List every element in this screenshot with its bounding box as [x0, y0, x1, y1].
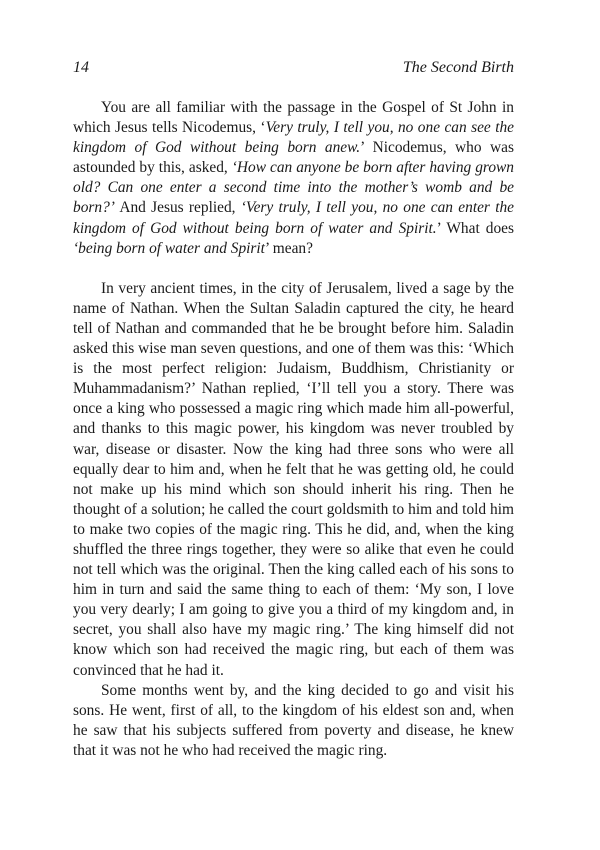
- text-run: ’ What does: [436, 219, 514, 237]
- scripture-quote: ‘Very truly, I tell you, no one can enter the kingdom of God without being born of water and Spirit.: [73, 199, 514, 237]
- text-run: And Jesus replied,: [114, 199, 241, 217]
- paragraph-king-visit: [73, 681, 514, 761]
- text-run: In very ancient times, in the city of Jerusalem, lived a sage by the name of Nathan. When the Sultan Saladin captured the city, he heard tell of Nathan and commanded that he be brought before him. Saladin asked this wise man seven questions, and one of them was this: ‘Which is the most perfect religion: Judaism, Buddhism, Christianity or Muhammadanism?’ Nathan replied, ‘I’ll tell you a story. There was once a king who possessed a magic ring which made him all-powerful, and thanks to this magic power, his kingdom was never troubled by war, disease or disaster. Now the king had three sons who were all equally dear to him and, when he felt that he was getting old, he could not make up his mind which son should inherit his ring. Then he thought of a solution; he called the court goldsmith to him and told him to make two copies of the magic ring. This he did, and, when the king shuffled the three rings together, they were so alike that even he could not tell which was the original. Then the king called each of his sons to him in turn and said the same thing to each of them: ‘My son, I love you very dearly; I am going to give you a third of my kingdom and, in secret, you shall also have my magic ring.’ The king himself did not know which son had received the magic ring, but each of them was convinced that he had it.: [73, 279, 514, 679]
- text-run: You are all familiar with the passage in the Gospel of St John in which Jesus tells Nicodemus, ‘: [73, 99, 514, 137]
- scripture-quote: ‘How can anyone be born after having grown old? Can one enter a second time into the mother’s womb and be born?’: [73, 159, 514, 217]
- body-text: [73, 98, 514, 761]
- scripture-quote: Very truly, I tell you, no one can see the kingdom of God without being born anew.: [73, 119, 515, 157]
- page-number: 14: [73, 59, 89, 76]
- running-head: [73, 57, 514, 79]
- paragraph-nathan-story: [73, 279, 514, 681]
- chapter-title: The Second Birth: [402, 59, 514, 76]
- text-run: Some months went by, and the king decided to go and visit his sons. He went, first of all, to the kingdom of his eldest son and, when he saw that his subjects suffered from poverty and disease, he knew that it was not he who had received the magic ring.: [73, 681, 514, 759]
- paragraph-nicodemus: [73, 98, 514, 259]
- scripture-quote: ‘being born of water and Spirit: [73, 239, 265, 257]
- text-run: ’ mean?: [264, 239, 313, 257]
- text-run: ’ Nicodemus, who was astounded by this, asked,: [73, 139, 514, 177]
